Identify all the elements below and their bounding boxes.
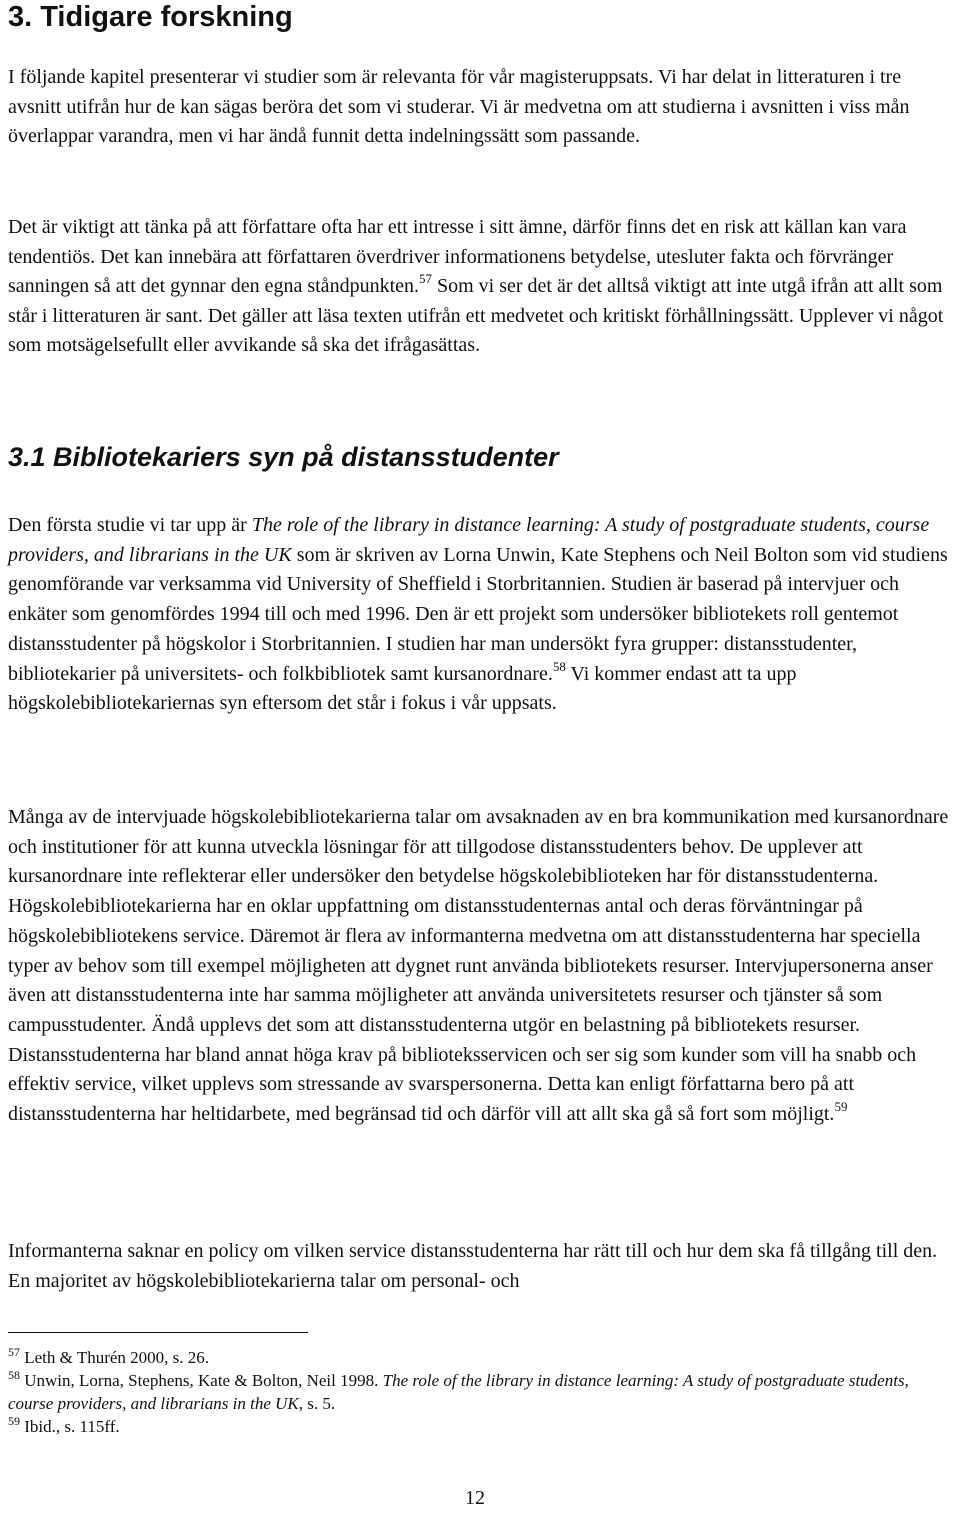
paragraph-text: som är skriven av Lorna Unwin, Kate Stephens och Neil Bolton som vid studiens genomförande var verksamma vid University of Sheffield i Storbritannien. Studien är baserad på intervjuer och enkäter som genomfördes 1994 till och med 1996. Den är ett projekt som undersöker bibliotekets roll gentemot distansstudenter på högskolor i Storbritannien. I studien har man undersökt fyra grupper: distansstudenter, bibliotekarier på universitets- och folkbibliotek samt kursanordnare. bbox=[8, 543, 948, 685]
footnote-text: Unwin, Lorna, Stephens, Kate & Bolton, Neil 1998. bbox=[24, 1371, 383, 1390]
paragraph-text: Många av de intervjuade högskolebibliotekarierna talar om avsaknaden av en bra kommunikation med kursanordnare och institutioner för att kunna utveckla lösningar för att tillgodose distansstudenters behov. De upplever att kursanordnare inte reflekterar eller undersöker den betydelse högskolebiblioteken har för distansstudenterna. Högskolebibliotekarierna har en oklar uppfattning om distansstudenternas antal och deras förväntningar på högskolebibliotekens service. Däremot är flera av informanterna medvetna om att distansstudenterna har speciella typer av behov som till exempel möjligheten att dygnet runt använda bibliotekets resurser. Intervjupersonerna anser även att distansstudenterna inte har samma möjligheter att använda universitetets resurser och tjänster så som campusstudenter. Ändå upplevs det som att distansstudenterna utgör en belastning på bibliotekets resurser. Distansstudenterna har bland annat höga krav på biblioteksservicen och ser sig som kunder som vill ha snabb och effektiv service, vilket upplevs som stressande av svarspersonerna. Detta kan enligt författarna bero på att distansstudenterna har heltidarbete, med begränsad tid och därför vill att allt ska gå så fort som möjligt. bbox=[8, 806, 949, 1126]
source-criticism-paragraph bbox=[8, 213, 952, 361]
chapter-heading: 3. Tidigare forskning bbox=[8, 1, 293, 33]
footnote-ref-58[interactable]: 58 bbox=[552, 658, 566, 674]
study-intro-paragraph bbox=[8, 511, 952, 719]
intro-paragraph: I följande kapitel presenterar vi studier som är relevanta för vår magisteruppsats. Vi har delat in litteraturen i tre avsnitt utifrån hur de kan sägas beröra det som vi studerar. Vi är medvetna om att studierna i avsnitten i viss mån överlappar varandra, men vi har ändå funnit detta indelningssätt som passande. bbox=[8, 66, 910, 147]
footnote-ref-57[interactable]: 57 bbox=[419, 271, 432, 286]
paragraph-text: Det är viktigt att tänka på att författare ofta har ett intresse i sitt ämne, därför finns det en risk att källan kan vara tendentiös. Det kan innebära att författaren överdriver informationens betydelse, utesluter fakta och förvränger sanningen så att det gynnar den egna ståndpunkten. bbox=[8, 216, 907, 297]
findings-paragraph bbox=[8, 803, 952, 1130]
footnote-57 bbox=[8, 1346, 952, 1369]
footnote-59 bbox=[8, 1415, 952, 1438]
paragraph-text: Vi kommer endast att ta upp högskolebibliotekariernas syn eftersom det står i fokus i vår uppsats. bbox=[8, 662, 797, 715]
footnote-number: 57 bbox=[8, 1345, 20, 1359]
page-number: 12 bbox=[465, 1487, 485, 1509]
footnote-divider bbox=[8, 1332, 308, 1333]
paragraph-text: Som vi ser det är det alltså viktigt att inte utgå ifrån att allt som står i litteraturen är sant. Det gäller att läsa texten utifrån ett medvetet och kritiskt förhållningssätt. Upplever vi något som motsägelsefullt eller avvikande så ska det ifrågasättas. bbox=[8, 275, 944, 356]
footnote-number: 59 bbox=[8, 1414, 20, 1428]
footnote-text: , s. 5. bbox=[298, 1394, 336, 1413]
footnote-58 bbox=[8, 1369, 952, 1415]
footnote-number: 58 bbox=[8, 1368, 20, 1382]
paragraph-text: Den första studie vi tar upp är bbox=[8, 514, 252, 536]
policy-paragraph: Informanterna saknar en policy om vilken service distansstudenterna har rätt till och hur dem ska få tillgång till den. En majoritet av högskolebibliotekarierna talar om personal- och bbox=[8, 1240, 938, 1292]
footnote-text: Ibid., s. 115ff. bbox=[24, 1417, 120, 1436]
footnote-ref-59[interactable]: 59 bbox=[834, 1099, 848, 1115]
footnote-text: Leth & Thurén 2000, s. 26. bbox=[24, 1348, 210, 1367]
study-title: The role of the library in distance learning: A study of postgraduate students, course providers, and librarians in the UK bbox=[8, 514, 930, 566]
section-heading: 3.1 Bibliotekariers syn på distansstudenter bbox=[8, 442, 559, 472]
footnote-title: The role of the library in distance learning: A study of postgraduate students, course providers, and librarians in the UK bbox=[8, 1371, 909, 1413]
